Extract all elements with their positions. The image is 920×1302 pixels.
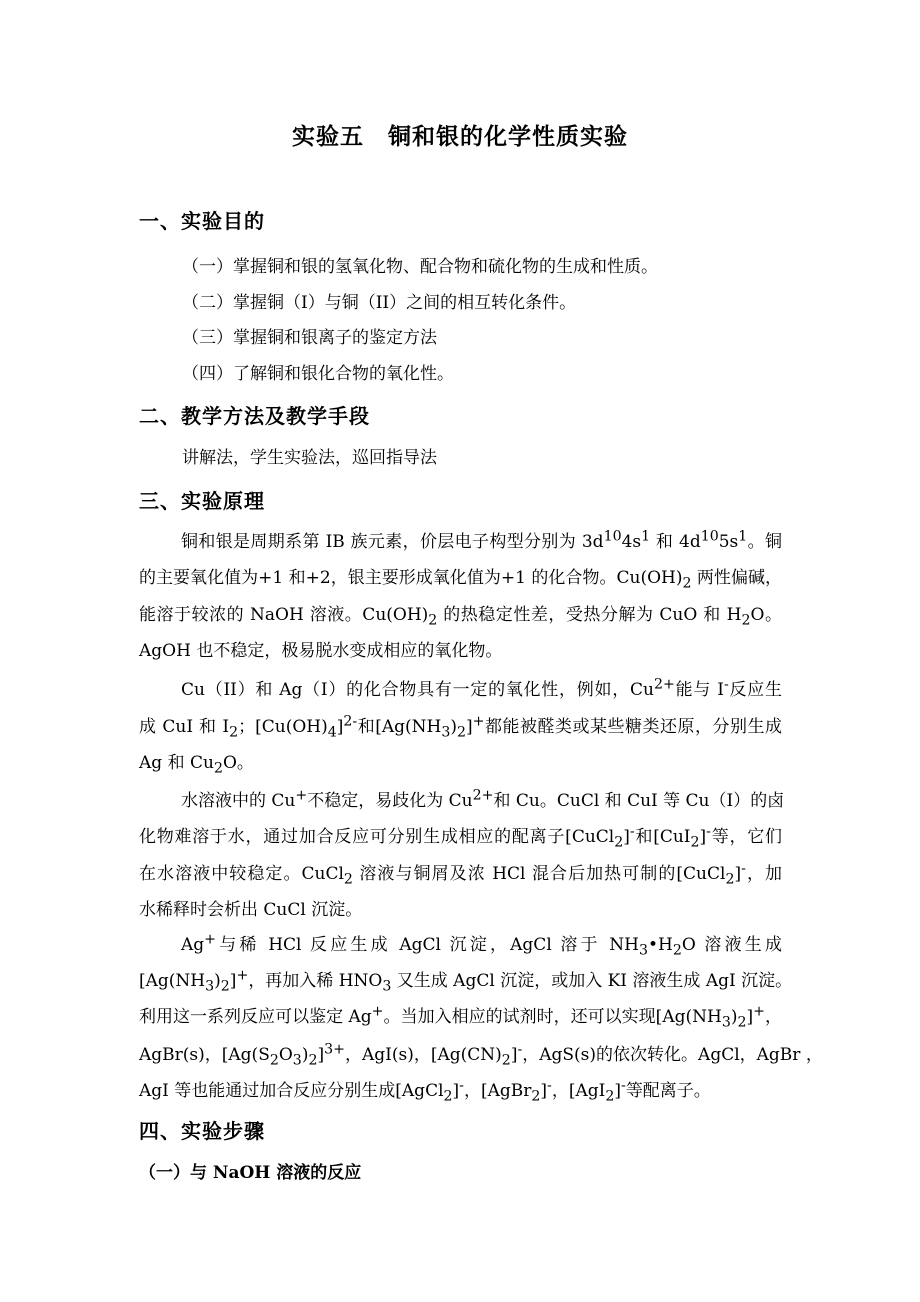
paragraph-line: 铜和银是周期系第 IB 族元素，价层电子构型分别为 $3d^{10}4s^1$ 和 $4d^{10}5s^1$。铜 — [181, 528, 782, 552]
section-heading: 四、实验步骤 — [139, 1119, 265, 1143]
method-text: 讲解法，学生实验法，巡回指导法 — [182, 448, 437, 468]
page-title: 实验五 铜和银的化学性质实验 — [292, 123, 628, 150]
objective-item: （一）掌握铜和银的氢氧化物、配合物和硫化物的生成和性质。 — [182, 257, 658, 277]
paragraph-line: 水稀释时会析出 CuCl 沉淀。 — [139, 900, 363, 920]
paragraph-line: $[Ag(NH_3)_2]^+$，再加入稀 $HNO_3$ 又生成 AgCl 沉淀，或加入 KI 溶液生成 AgI 沉淀。 — [139, 967, 793, 995]
paragraph-line: Ag 和 $Cu_2O$。 — [139, 753, 254, 777]
paragraph-line: AgOH 也不稳定，极易脱水变成相应的氧化物。 — [139, 641, 503, 661]
paragraph-line: 利用这一系列反应可以鉴定 Ag+。当加入相应的试剂时，还可以实现$[Ag(NH_3)_2]^+$， — [139, 1003, 783, 1031]
paragraph-line: Cu（II）和 Ag（I）的化合物具有一定的氧化性，例如，$Cu^{2+}$能与 I-反应生 — [181, 676, 783, 700]
paragraph-line: 能溶于较浓的 NaOH 溶液。$Cu(OH)_2$ 的热稳定性差，受热分解为 CuO 和 $H_2O$。 — [139, 605, 782, 629]
paragraph-line: 化物难溶于水，通过加合反应可分别生成相应的配离子[CuCl$_2$]-和[CuI$_2$]-等，它们 — [139, 823, 782, 851]
section-heading: 一、实验目的 — [139, 209, 265, 233]
objective-item: （二）掌握铜（I）与铜（II）之间的相互转化条件。 — [182, 293, 577, 313]
paragraph-line: 的主要氧化值为+1 和+2，银主要形成氧化值为+1 的化合物。$Cu(OH)_2$ 两性偏碱， — [139, 568, 782, 592]
subsection-heading: （一）与 NaOH 溶液的反应 — [139, 1163, 362, 1183]
objective-item: （四）了解铜和银化合物的氧化性。 — [182, 364, 454, 384]
paragraph-line: AgI 等也能通过加合反应分别生成[AgCl$_2$]-，[AgBr$_2$]-，[AgI$_2$]-等配离子。 — [139, 1077, 711, 1105]
section-heading: 三、实验原理 — [139, 489, 265, 513]
section-heading: 二、教学方法及教学手段 — [139, 404, 370, 428]
paragraph-line: 水溶液中的 Cu+不稳定，易歧化为 $Cu^{2+}$和 Cu。CuCl 和 CuI 等 Cu（I）的卤 — [181, 787, 785, 811]
paragraph-line: AgBr(s)，$[Ag(S_2O_3)_2]^{3+}$，AgI(s)，$[Ag(CN)_2]^-$，AgS(s)的依次转化。AgCl，AgBr ， — [139, 1041, 823, 1069]
paragraph-line: Ag+与稀 HCl 反应生成 AgCl 沉淀，AgCl 溶于 $NH_3•H_2O$ 溶液生成 — [181, 931, 782, 959]
paragraph-line: 在水溶液中较稳定。CuCl$_2$ 溶液与铜屑及浓 HCl 混合后加热可制的[CuCl$_2$]-，加 — [139, 860, 783, 888]
paragraph-line: 成 CuI 和 $I_2$；$[Cu(OH)_4]^{2-}$和$[Ag(NH_3)_2]^+$都能被醛类或某些糖类还原，分别生成 — [139, 713, 783, 741]
objective-item: （三）掌握铜和银离子的鉴定方法 — [182, 328, 437, 348]
